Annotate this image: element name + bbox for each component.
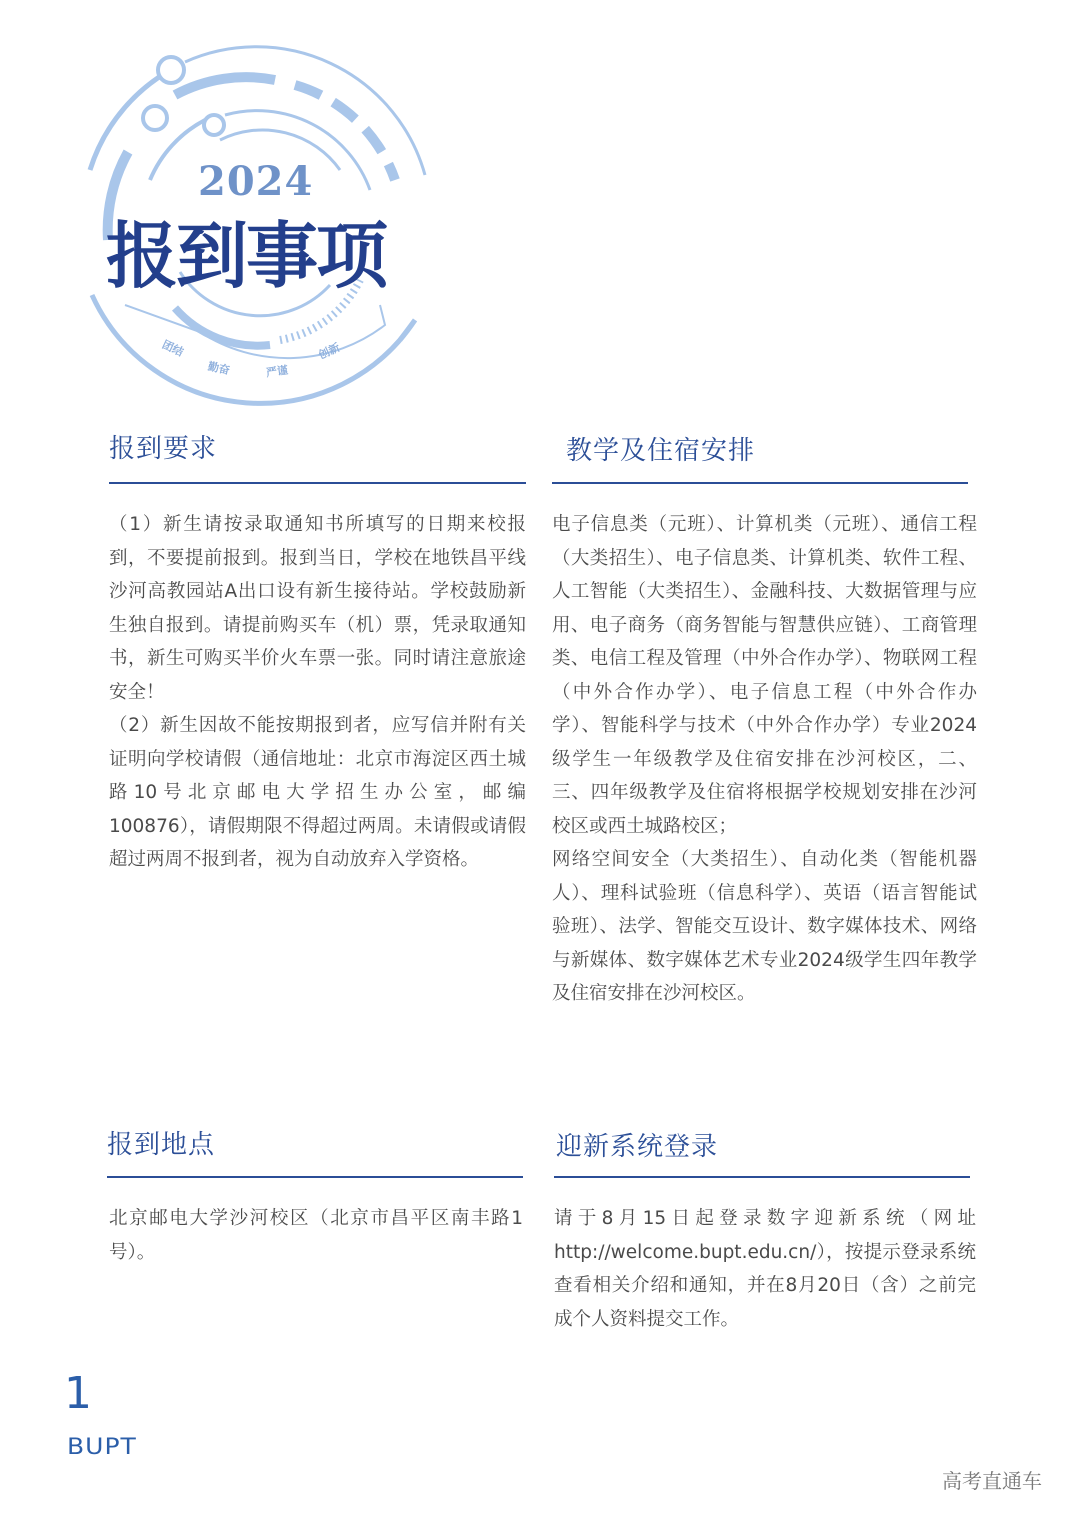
paragraph: （2）新生因故不能按期报到者，应写信并附有关证明向学校请假（通信地址：北京市海淀区西土城路10号北京邮电大学招生办公室，邮编100876），请假期限不得超过两周。未请假或请假超过两周不报到者，视为自动放弃入学资格。 xyxy=(109,715,526,870)
page-title: 报到事项 xyxy=(106,214,387,298)
paragraph: 网络空间安全（大类招生）、自动化类（智能机器人）、理科试验班（信息科学）、英语（语言智能试验班）、法学、智能交互设计、数字媒体技术、网络与新媒体、数字媒体艺术专业2024级学生四年教学及住宿安排在沙河校区。 xyxy=(552,849,977,1004)
section-heading: 报到地点 xyxy=(107,1130,216,1160)
section-divider xyxy=(109,482,526,484)
section-heading: 教学及住宿安排 xyxy=(566,436,756,466)
motto-word: 勤奋 xyxy=(206,359,232,378)
title-emblem xyxy=(80,40,450,420)
section-divider xyxy=(554,1176,970,1178)
section-divider xyxy=(552,482,968,484)
paragraph: 北京邮电大学沙河校区（北京市昌平区南丰路1号）。 xyxy=(109,1208,523,1263)
page-number: 1 xyxy=(64,1368,92,1419)
motto-word: 团结 xyxy=(160,337,186,359)
section-divider xyxy=(107,1176,523,1178)
motto-word: 创新 xyxy=(316,340,342,362)
emblem-year: 2024 xyxy=(198,158,314,205)
section-heading: 迎新系统登录 xyxy=(556,1132,719,1162)
section-login xyxy=(554,1126,976,1336)
paragraph: 电子信息类（元班）、计算机类（元班）、通信工程（大类招生）、电子信息类、计算机类、软件工程、人工智能（大类招生）、金融科技、大数据管理与应用、电子商务（商务智能与智慧供应链）、工商管理类、电信工程及管理（中外合作办学）、物联网工程（中外合作办学）、电子信息工程（中外合作办学）、智能科学与技术（中外合作办学）专业2024级学生一年级教学及住宿安排在沙河校区，二、三、四年级教学及住宿将根据学校规划安排在沙河校区或西土城路校区； xyxy=(552,514,977,837)
section-arrangement xyxy=(552,430,977,1011)
section-requirements xyxy=(109,428,526,877)
brand-logo: BUPT xyxy=(67,1433,137,1460)
paragraph: （1）新生请按录取通知书所填写的日期来校报到，不要提前报到。报到当日，学校在地铁昌平线沙河高教园站A出口设有新生接待站。学校鼓励新生独自报到。请提前购买车（机）票，凭录取通知书，新生可购买半价火车票一张。同时请注意旅途安全！ xyxy=(109,514,526,703)
section-location xyxy=(107,1124,523,1269)
motto-word: 严谨 xyxy=(265,363,289,380)
watermark: 高考直通车 xyxy=(942,1469,1042,1493)
section-heading: 报到要求 xyxy=(109,434,218,464)
paragraph: 请于8月15日起登录数字迎新系统（网址http://welcome.bupt.edu.cn/），按提示登录系统查看相关介绍和通知，并在8月20日（含）之前完成个人资料提交工作。 xyxy=(554,1208,976,1330)
